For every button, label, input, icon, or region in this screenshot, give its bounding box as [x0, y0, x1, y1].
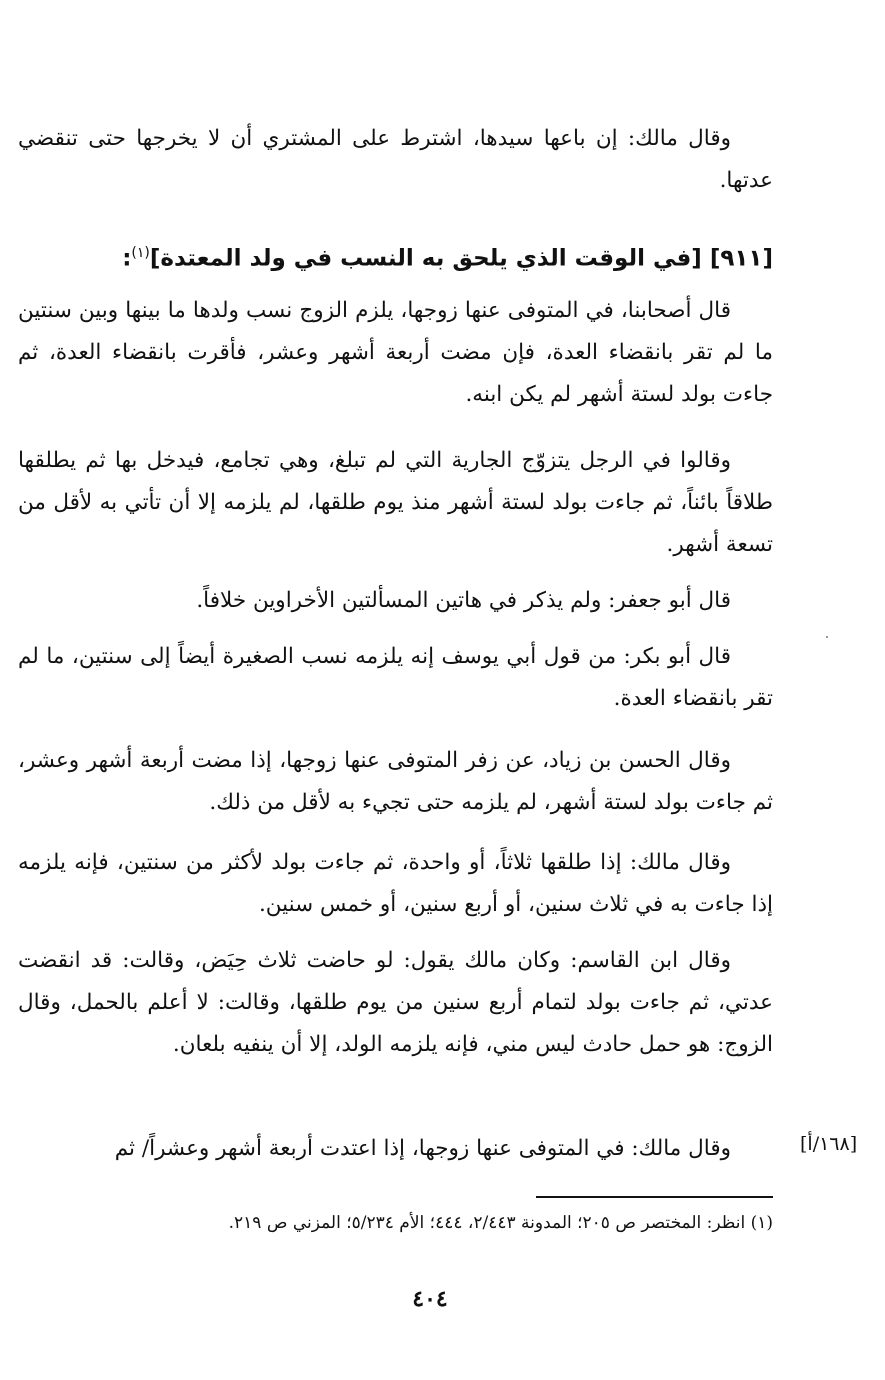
paragraph-young-wife: وقالوا في الرجل يتزوّج الجارية التي لم تبلغ، وهي تجامع، فيدخل بها ثم يطلقها طلاقاً بائناً، ثم جاءت بولد لستة أشهر منذ يوم طلقها، لم يلزمه إلا أن تأتي به لأقل من تسعة أشهر. [18, 448, 773, 557]
paragraph-abu-bakr: قال أبو بكر: من قول أبي يوسف إنه يلزمه نسب الصغيرة أيضاً إلى سنتين، ما لم تقر بانقضاء العدة. [18, 644, 773, 711]
page-number: ٤٠٤ [412, 1286, 448, 1312]
footnote-divider [536, 1196, 773, 1198]
section-title: [في الوقت الذي يلحق به النسب في ولد المعتدة] [149, 245, 702, 272]
paragraph-ashabuna: قال أصحابنا، في المتوفى عنها زوجها، يلزم الزوج نسب ولدها ما بينها وبين سنتين ما لم تقر بانقضاء العدة، فإن مضت أربعة أشهر وعشر، فأقرت بانقضاء العدة، ثم جاءت بولد لستة أشهر لم يكن ابنه. [18, 298, 773, 407]
paragraph-malik-divorce: وقال مالك: إذا طلقها ثلاثاً، أو واحدة، ثم جاءت بولد لأكثر من سنتين، فإنه يلزمه إذا جاءت به في ثلاث سنين، أو أربع سنين، أو خمس سنين. [18, 850, 773, 917]
scan-speck [826, 636, 828, 638]
footnote-reference[interactable]: (١) [131, 245, 150, 261]
paragraph-malik-widow: وقال مالك: في المتوفى عنها زوجها، إذا اعتدت أربعة أشهر وعشراً/ ثم [114, 1136, 731, 1161]
section-number: [٩١١] [709, 245, 773, 272]
heading-colon: : [122, 245, 132, 272]
footnote: (١) انظر: المختصر ص ٢٠٥؛ المدونة ٢/٤٤٣، ٤٤٤؛ الأم ٥/٢٣٤؛ المزني ص ٢١٩. [228, 1213, 773, 1233]
paragraph-malik-sale: وقال مالك: إن باعها سيدها، اشترط على المشتري أن لا يخرجها حتى تنقضي عدتها. [18, 126, 773, 193]
manuscript-folio-marker: [١٦٨/أ] [800, 1133, 858, 1155]
paragraph-hasan-zufar: وقال الحسن بن زياد، عن زفر المتوفى عنها زوجها، إذا مضت أربعة أشهر وعشر، ثم جاءت بولد لستة أشهر، لم يلزمه حتى تجيء به لأقل من ذلك. [18, 748, 773, 815]
paragraph-abu-jafar: قال أبو جعفر: ولم يذكر في هاتين المسألتين الأخراوين خلافاً. [196, 588, 731, 613]
section-heading [40, 232, 773, 280]
paragraph-ibn-qasim: وقال ابن القاسم: وكان مالك يقول: لو حاضت ثلاث حِيَض، وقالت: قد انقضت عدتي، ثم جاءت بولد لتمام أربع سنين من يوم طلقها، وقالت: لا أعلم بالحمل، وقال الزوج: هو حمل حادث ليس مني، فإنه يلزمه الولد، إلا أن ينفيه بلعان. [18, 948, 773, 1057]
